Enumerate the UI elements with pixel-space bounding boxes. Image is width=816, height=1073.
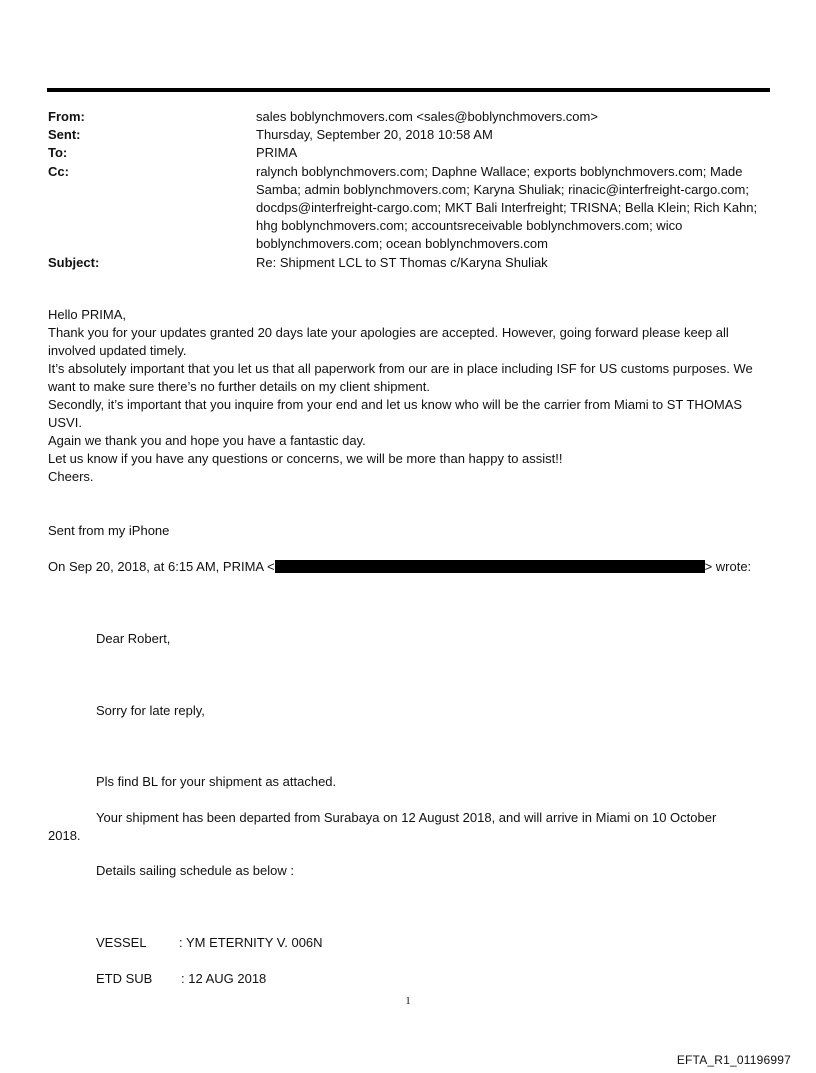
to-label: To: (48, 145, 68, 161)
sent-value: Thursday, September 20, 2018 10:58 AM (256, 127, 493, 143)
quoted-apology: Sorry for late reply, (96, 703, 205, 718)
schedule-row-vessel (96, 934, 323, 952)
body-line: It’s absolutely important that you let us that all paperwork from our are in place including ISF for US customs purposes. We want to make sure there’s no further details on my client shipment. (48, 361, 753, 394)
cc-label: Cc: (48, 163, 69, 179)
sent-row (48, 126, 773, 144)
schedule-label: VESSEL (96, 935, 147, 950)
header-divider (47, 88, 770, 92)
document-id: EFTA_R1_01196997 (676, 1053, 791, 1067)
quoted-intro-prefix: On Sep 20, 2018, at 6:15 AM, PRIMA < (48, 559, 275, 574)
quoted-departure-text: Your shipment has been departed from Surabaya on 12 August 2018, and will arrive in Miami on 10 October 2018. (48, 810, 717, 843)
schedule-value: : YM ETERNITY V. 006N (179, 935, 323, 950)
from-value: sales boblynchmovers.com <sales@boblynchmovers.com> (256, 109, 598, 124)
quoted-intro-suffix: > wrote: (704, 559, 752, 574)
cc-value: ralynch boblynchmovers.com; Daphne Wallace; exports boblynchmovers.com; Made Samba; admin boblynchmovers.com; Karyna Shuliak; rinacic@interfreight-cargo.com; docdps@interfreight-cargo.com; MKT Bali Interfreight; TRISNA; Bella Klein; Rich Kahn; hhg boblynchmovers.com; accountsreceivable boblynchmovers.com; wico boblynchmovers.com; ocean boblynchmovers.com (256, 163, 758, 252)
body-line: Cheers. (48, 469, 94, 484)
body-line: Secondly, it’s important that you inquire from your end and let us know who will be the carrier from Miami to ST THOMAS USVI. (48, 397, 743, 430)
page-number: 1 (405, 995, 411, 1007)
from-label: From: (48, 109, 85, 124)
quoted-bl-note: Pls find BL for your shipment as attached. (96, 774, 337, 789)
message-body (48, 306, 773, 486)
sent-label: Sent: (48, 127, 81, 143)
from-row (48, 108, 773, 126)
schedule-row-etd (96, 970, 266, 988)
to-row (48, 144, 773, 162)
to-value: PRIMA (256, 145, 298, 161)
quoted-departure (48, 809, 738, 845)
body-line: Thank you for your updates granted 20 days late your apologies are accepted. However, going forward please keep all involved updated timely. (48, 325, 729, 358)
subject-value: Re: Shipment LCL to ST Thomas c/Karyna Shuliak (256, 254, 548, 270)
body-line: Let us know if you have any questions or concerns, we will be more than happy to assist!! (48, 451, 563, 466)
quoted-salutation: Dear Robert, (96, 631, 171, 646)
signature: Sent from my iPhone (48, 523, 170, 538)
body-line: Again we thank you and hope you have a fantastic day. (48, 433, 366, 448)
redaction-block (275, 560, 705, 573)
email-header (48, 108, 773, 272)
schedule-label: ETD SUB (96, 971, 153, 986)
subject-label: Subject: (48, 254, 100, 270)
quoted-schedule-intro: Details sailing schedule as below : (96, 863, 294, 878)
subject-row (48, 254, 773, 272)
schedule-value: : 12 AUG 2018 (181, 971, 267, 986)
greeting: Hello PRIMA, (48, 307, 127, 322)
cc-row (48, 163, 773, 254)
quoted-intro (48, 558, 773, 576)
